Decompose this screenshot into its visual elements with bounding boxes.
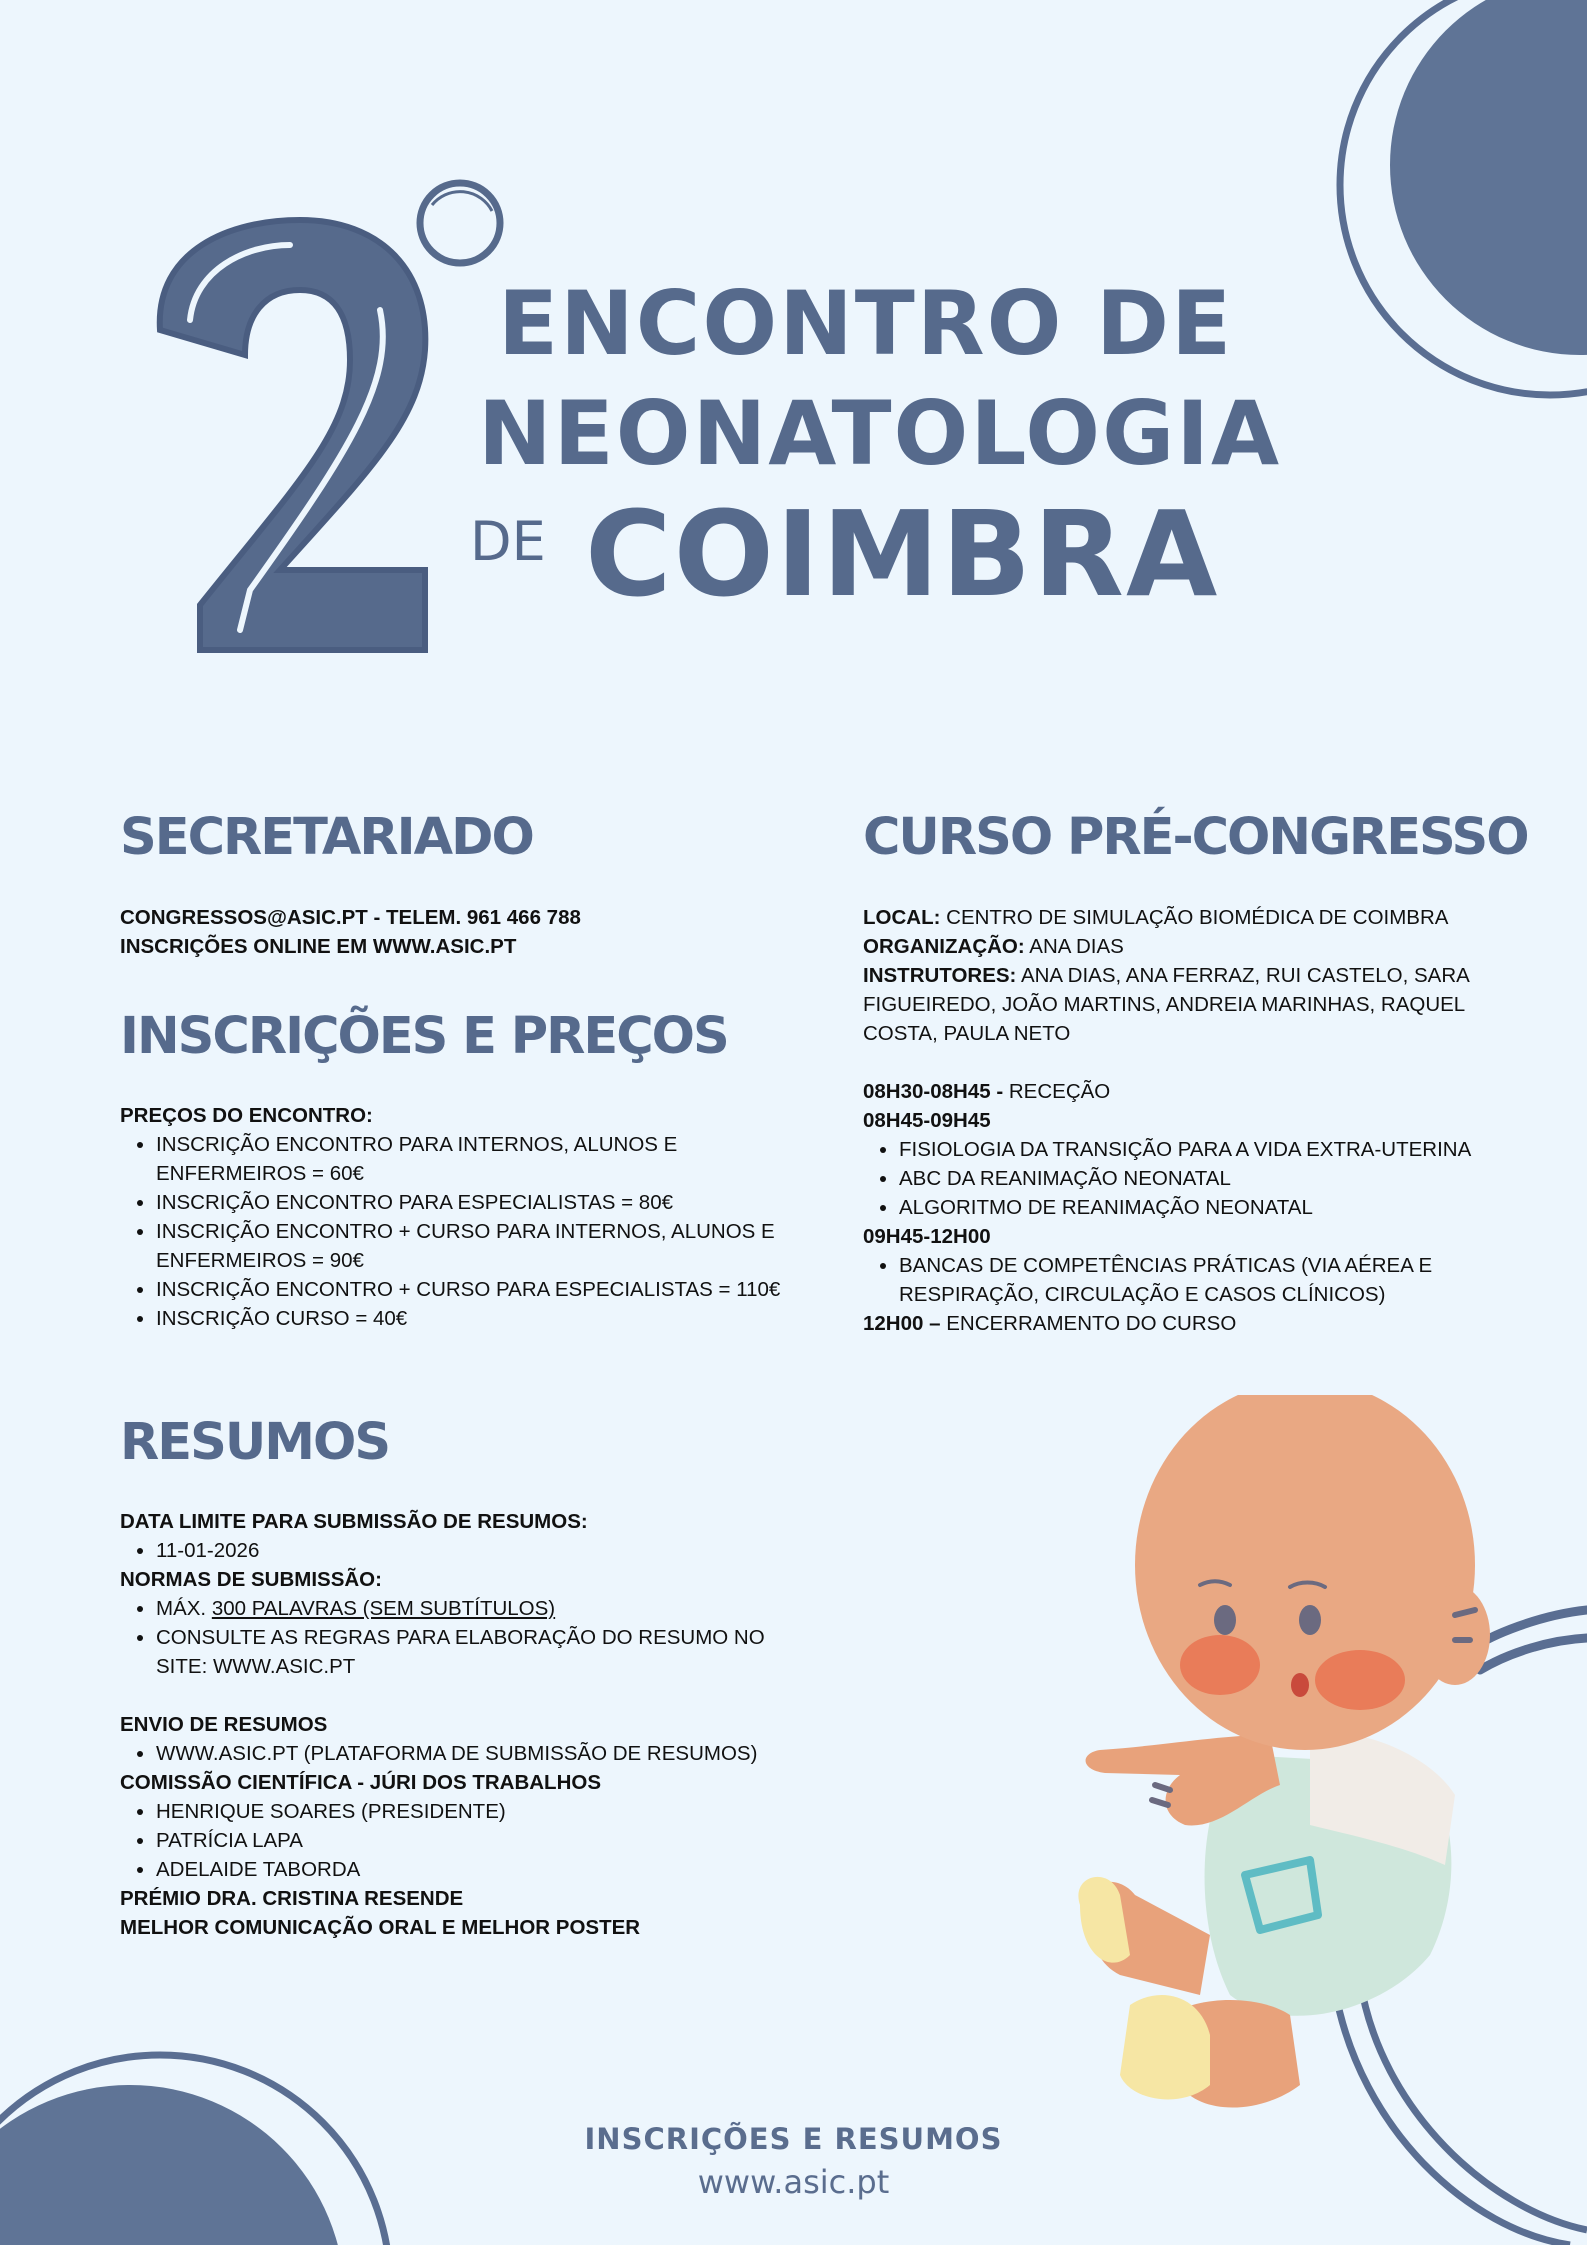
- schedule-item: • BANCAS DE COMPETÊNCIAS PRÁTICAS (VIA AÉREA E RESPIRAÇÃO, CIRCULAÇÃO E CASOS CLÍNICOS): [899, 1251, 1523, 1309]
- inscricoes-block: [120, 1101, 800, 1333]
- resumos-deadline: • 11-01-2026: [156, 1536, 810, 1565]
- inscricoes-title: INSCRIÇÕES E PREÇOS: [120, 1007, 728, 1066]
- instr-value: ANA DIAS, ANA FERRAZ, RUI CASTELO, SARA FIGUEIREDO, JOÃO MARTINS, ANDREIA MARINHAS, RAQUEL COSTA, PAULA NETO: [863, 964, 1469, 1045]
- comissao-heading: COMISSÃO CIENTÍFICA - JÚRI DOS TRABALHOS: [120, 1771, 601, 1794]
- curso-block: [863, 903, 1523, 1338]
- envio-item: • WWW.ASIC.PT (PLATAFORMA DE SUBMISSÃO DE RESUMOS): [156, 1739, 810, 1768]
- secretariado-title: SECRETARIADO: [120, 808, 533, 867]
- rules-list: [120, 1594, 810, 1681]
- degree-circle-icon: [412, 175, 508, 271]
- schedule-item: • ALGORITMO DE REANIMAÇÃO NEONATAL: [899, 1193, 1523, 1222]
- premio-title: PRÉMIO DRA. CRISTINA RESENDE: [120, 1887, 464, 1910]
- org-label: ORGANIZAÇÃO:: [863, 935, 1025, 958]
- slot2-time: 08H45-09H45: [863, 1109, 991, 1132]
- word-limit: 300 PALAVRAS (SEM SUBTÍTULOS): [211, 1597, 556, 1620]
- hero-title-line2: NEONATOLOGIA: [478, 382, 1282, 485]
- schedule-item: • ABC DA REANIMAÇÃO NEONATAL: [899, 1164, 1523, 1193]
- comissao-member: • ADELAIDE TABORDA: [156, 1855, 810, 1884]
- rule-item: • CONSULTE AS REGRAS PARA ELABORAÇÃO DO RESUMO NO SITE: WWW.ASIC.PT: [156, 1623, 810, 1681]
- premio-description: MELHOR COMUNICAÇÃO ORAL E MELHOR POSTER: [120, 1916, 641, 1939]
- curso-title: CURSO PRÉ-CONGRESSO: [863, 808, 1528, 867]
- baby-illustration-icon: [1060, 1395, 1520, 2135]
- secretariado-contact: CONGRESSOS@ASIC.PT - TELEM. 961 466 788: [120, 906, 581, 929]
- price-item: • INSCRIÇÃO ENCONTRO PARA ESPECIALISTAS = 80€: [156, 1188, 800, 1217]
- footer-url[interactable]: www.asic.pt: [697, 2163, 890, 2201]
- hero-title-line3: COIMBRA: [585, 485, 1220, 623]
- slot1-time: 08H30-08H45 -: [863, 1080, 1004, 1103]
- envio-list: [120, 1739, 810, 1768]
- curso-local: [863, 903, 1523, 932]
- slot4-value: ENCERRAMENTO DO CURSO: [940, 1312, 1237, 1335]
- schedule-slot4: [863, 1309, 1523, 1338]
- deadline-list: [120, 1536, 810, 1565]
- spacer: [120, 1681, 810, 1710]
- price-item: • INSCRIÇÃO ENCONTRO PARA INTERNOS, ALUNOS E ENFERMEIROS = 60€: [156, 1130, 800, 1188]
- curso-instrutores: [863, 961, 1523, 1048]
- hero-title-line1: ENCONTRO DE: [498, 272, 1234, 375]
- envio-heading: ENVIO DE RESUMOS: [120, 1713, 328, 1736]
- price-item: • INSCRIÇÃO CURSO = 40€: [156, 1304, 800, 1333]
- instr-label: INSTRUTORES:: [863, 964, 1017, 987]
- schedule-slot1: [863, 1077, 1523, 1106]
- price-list: [120, 1130, 800, 1333]
- slot2-list: [863, 1135, 1523, 1222]
- resumos-title: RESUMOS: [120, 1413, 390, 1472]
- secretariado-block: [120, 903, 800, 961]
- spacer: [863, 1048, 1523, 1077]
- slot4-time: 12H00 –: [863, 1312, 941, 1335]
- comissao-list: [120, 1797, 810, 1884]
- resumos-block: [120, 1507, 810, 1942]
- schedule-item: • FISIOLOGIA DA TRANSIÇÃO PARA A VIDA EXTRA-UTERINA: [899, 1135, 1523, 1164]
- price-item: • INSCRIÇÃO ENCONTRO + CURSO PARA INTERNOS, ALUNOS E ENFERMEIROS = 90€: [156, 1217, 800, 1275]
- secretariado-online: INSCRIÇÕES ONLINE EM WWW.ASIC.PT: [120, 935, 517, 958]
- footer-title: INSCRIÇÕES E RESUMOS: [584, 2122, 1003, 2156]
- slot3-list: [863, 1251, 1523, 1309]
- rule-item: [156, 1594, 810, 1623]
- top-right-circle-decoration: [1280, 0, 1587, 470]
- comissao-member: • PATRÍCIA LAPA: [156, 1826, 810, 1855]
- slot3-time: 09H45-12H00: [863, 1225, 991, 1248]
- price-item: • INSCRIÇÃO ENCONTRO + CURSO PARA ESPECIALISTAS = 110€: [156, 1275, 800, 1304]
- slot1-value: RECEÇÃO: [1003, 1080, 1111, 1103]
- hero-title-de: DE: [470, 510, 546, 573]
- resumos-deadline-heading: DATA LIMITE PARA SUBMISSÃO DE RESUMOS:: [120, 1510, 588, 1533]
- inscricoes-heading: PREÇOS DO ENCONTRO:: [120, 1104, 373, 1127]
- number-two-graphic: [150, 210, 470, 660]
- local-label: LOCAL:: [863, 906, 941, 929]
- local-value: CENTRO DE SIMULAÇÃO BIOMÉDICA DE COIMBRA: [940, 906, 1449, 929]
- org-value: ANA DIAS: [1024, 935, 1124, 958]
- comissao-member: • HENRIQUE SOARES (PRESIDENTE): [156, 1797, 810, 1826]
- rule-prefix: MÁX.: [156, 1597, 212, 1620]
- curso-organizacao: [863, 932, 1523, 961]
- resumos-rules-heading: NORMAS DE SUBMISSÃO:: [120, 1568, 382, 1591]
